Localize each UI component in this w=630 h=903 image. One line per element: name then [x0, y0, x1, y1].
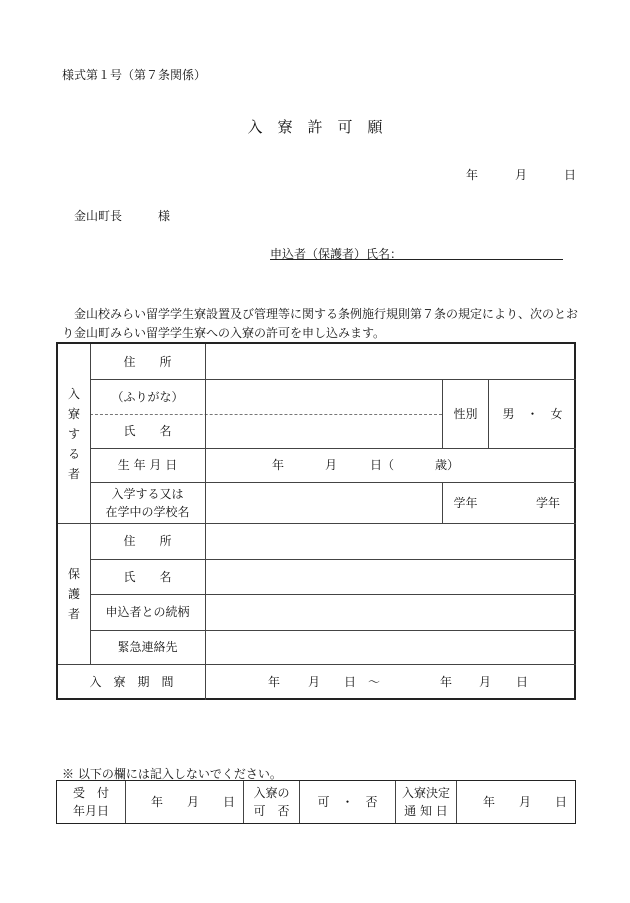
relation-label: 申込者との続柄 [105, 605, 190, 619]
applicant-name-label: 申込者（保護者）氏名： [270, 247, 403, 261]
gender-options[interactable]: 男 ・ 女 [502, 406, 563, 421]
addressee: 金山町長 様 [74, 209, 171, 223]
guardian-name-field[interactable] [206, 559, 576, 594]
form-number: 様式第１号（第７条関係） [62, 68, 207, 82]
resident-group-label: 入 寮 す る 者 [67, 386, 80, 481]
period-separator: ～ [368, 675, 381, 689]
received-date-field: 年 月 日 [150, 795, 235, 809]
birthdate-age: 歳） [435, 458, 460, 472]
approval-label: 入寮の 可 否 [253, 786, 290, 818]
application-statement: 金山校みらい留学学生寮設置及び管理等に関する条例施行規則第７条の規定により、次のとおり金山町みらい留学学生寮への入寮の許可を申し込みます。 [62, 307, 579, 340]
school-field[interactable] [206, 482, 442, 523]
period-end-day: 日 [516, 675, 529, 689]
period-end-year: 年 [440, 675, 453, 689]
guardian-name-label: 氏 名 [123, 569, 172, 584]
birthdate-day: 日（ [370, 458, 395, 472]
name-field[interactable] [206, 414, 442, 448]
period-start-month: 月 [308, 675, 321, 689]
received-date-label: 受 付 年月日 [72, 786, 109, 818]
date-month: 月 [515, 168, 528, 182]
name-label: 氏 名 [123, 424, 172, 438]
grade-label: 学年 [453, 495, 478, 510]
date-day: 日 [564, 168, 577, 182]
birthdate-label: 生 年 月 日 [117, 458, 178, 472]
applicant-name-field[interactable] [397, 259, 563, 260]
office-use-table [56, 780, 576, 824]
emergency-contact-label: 緊急連絡先 [117, 640, 178, 654]
date-year: 年 [466, 168, 479, 182]
stay-period-field[interactable] [206, 664, 576, 700]
period-start-day: 日 [344, 675, 357, 689]
furigana-field[interactable] [206, 379, 442, 414]
guardian-address-label: 住 所 [123, 534, 172, 548]
birthdate-month: 月 [325, 458, 338, 472]
address-field[interactable] [206, 344, 576, 379]
emergency-contact-field[interactable] [206, 630, 576, 664]
application-form-table [56, 342, 576, 700]
birthdate-year: 年 [272, 458, 285, 472]
guardian-address-field[interactable] [206, 523, 576, 559]
school-label: 入学する又は 在学中の学校名 [105, 486, 190, 519]
applicant-label-underline [270, 259, 397, 260]
period-end-month: 月 [479, 675, 492, 689]
furigana-label: （ふりがな） [111, 389, 184, 404]
grade-field[interactable]: 学年 [535, 495, 560, 510]
guardian-group-label: 保 護 者 [67, 566, 80, 621]
gender-label: 性別 [453, 406, 478, 421]
page-title: 入 寮 許 可 願 [247, 118, 383, 136]
relation-field[interactable] [206, 594, 576, 630]
office-use-note: ※ 以下の欄には記入しないでください。 [62, 767, 282, 781]
period-start-year: 年 [268, 675, 281, 689]
address-label: 住 所 [123, 354, 172, 369]
birthdate-field[interactable] [206, 448, 576, 482]
approval-value: 可 ・ 否 [317, 795, 378, 809]
decision-date-field: 年 月 日 [482, 795, 567, 809]
decision-date-label: 入寮決定 通 知 日 [401, 786, 450, 818]
stay-period-label: 入 寮 期 間 [89, 675, 174, 689]
